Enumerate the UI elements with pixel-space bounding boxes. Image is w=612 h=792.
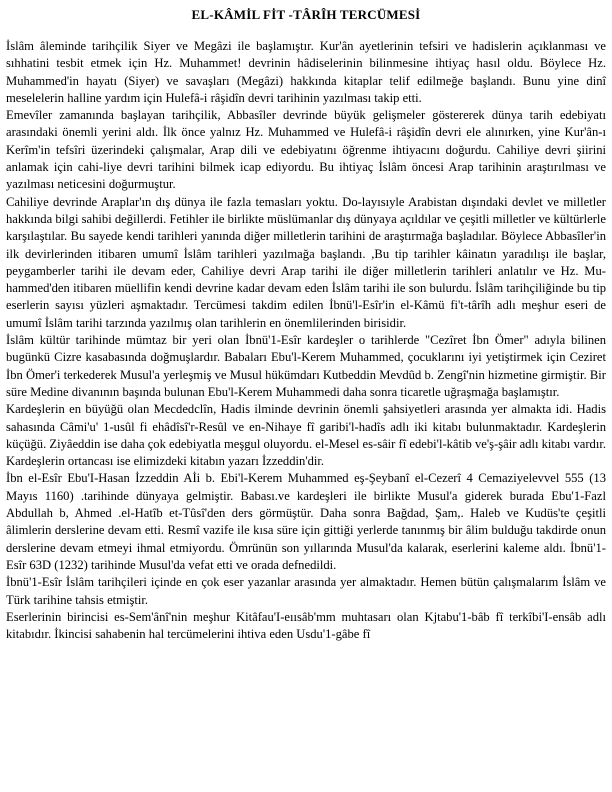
- paragraph: İbnü'1-Esîr İslâm tarihçileri içinde en çok eser yazanlar arasında yer almaktadır. Hemen bütün çalışmalarım İslâm ve Türk tarihine tahsis etmiştir.: [6, 575, 606, 607]
- paragraph: İslâm âleminde tarihçilik Siyer ve Megâzi ile başlamıştır. Kur'ân ayetlerinin tefsiri ve hadislerin açıklanması ve sıhhatini tesbit etmek için Hz. Muhammet! devrinin hâdiselerinin bilinmesine ihtiyaç hasıl oldu. Böylece Hz. Muhammed'in hayatı (Siyer) ve savaşları (Megâzi) hakkında kitaplar telif edilmeğe başlandı. Bunu yine dinî meselelerin halline yardım için Hulefâ-i râşidîn devri tarihinin yazılması takip etti.: [6, 39, 606, 105]
- paragraph: Emevîler zamanında başlayan tarihçilik, Abbasîler devrinde büyük gelişmeler göstererek dünya tarih edebiyatı arasındaki önemli yerini aldı. İlk önce yalnız Hz. Muhammed ve Hulefâ-i râşidîn devri ele alınırken, yine Kur'ân-ı Kerîm'in tefsîri üzerindeki çalışmalar, Arap dili ve edebiyatını öğrenme ihtiyacını doğurdu. Cahiliye devri şiirini anlamak için cahi-liye devri tarihini bilmek icap ediyordu. Bu ihtiyaç İslâm öncesi Arap tarihinin araştırılması ve yazılması neticesini doğurmuştur.: [6, 108, 606, 192]
- document-page: [6, 6, 606, 643]
- paragraph: İbn el-Esîr Ebu'I-Hasan İzzeddin Aİi b. Ebi'l-Kerem Muhammed eş-Şeybanî el-Cezerî 4 Cemaziyelevvel 555 (13 Mayıs 1160) .tarihinde dünyaya gelmiştir. Babası.ve kardeşleri ile birlikte Musul'a giderek burada Ebu'1-Fazl Abdullah b, Ahmed .el-Hatîb et-Tûsî'den ders görmüştür. Daha sonra Bağdad, Şam,. Haleb ve Kudüs'te çeşitli âlimlerin derslerine devam etti. Resmî vazife ile kısa süre için gittiği yerlerde tanınmış bir âlim bulduğu takdirde onun derslerine devam etmeyi ihmal etmiyordu. Ömrünün son yıllarında Musul'da kalarak, eserlerini kaleme aldı. İbnü'1-Esîr 63D (1232) tarihinde Musul'da vefat etti ve orada defnedildi.: [6, 471, 606, 572]
- document-title: EL-KÂMİL FİT -TÂRÎH TERCÜMESİ: [191, 7, 421, 22]
- paragraph: Cahiliye devrinde Araplar'ın dış dünya ile fazla temasları yoktu. Do-layısıyle Arabistan dışındaki devlet ve milletler hakkında bilgi sahibi değillerdi. Fetihler ile birlikte müslümanlar dış dünyaya açıldılar ve çeşitli milletler ve kültürlerle karşılaştılar. Bu sayede kendi tarihleri yanında diğer milletlerin tarihini de araştırmağa başladılar. Böylece Abbasîler'in ilk devirlerinden itibaren umumî İslâm tarihleri yazılmağa başlandı. ,Bu tip tarihler kâinatın yaradılışı ile başlar, peygamberler tarihi ile devam eder, Cahiliye devri Arap tarihi ile diğer milletlerin tarihleri anlatılır ve Hz. Mu-hammed'den itibaren müellifin kendi devrine kadar devam eden İslâm tarihi ile son bulurdu. İslâm tarihçiliğinde bu tip eserlerin sayısı yüzleri aşmaktadır. Tercümesi takdim edilen İbnü'l-Esîr'in el-Kâmü fi't-târîh adlı meşhur eseri de umumî İslâm tarihi tarzında yazılmış olan tarihlerin en önemlilerinden birisidir.: [6, 194, 606, 330]
- paragraph: İslâm kültür tarihinde mümtaz bir yeri olan İbnü'1-Esîr kardeşler o tarihlerde "Cezîret İbn Ömer" adıyla bilinen bugünkü Cizre kasabasında doğmuşlardır. Babaları Ebu'l-Kerem Muhammed, çocuklarını iyi yetiştirmek için Ceziret İbn Ömer'i terkederek Musul'a yerleşmiş ve Musul hükümdarı Kutbeddin Mevdûd b. Zengî'nin hizmetine girmiştir. Bir süre Medine divanının başında bulunan Ebu'l-Kerem Muhammedi daha sonra ticaretle uğraşmağa başlamıştır.: [6, 333, 606, 399]
- paragraph: Kardeşlerin en büyüğü olan Mecdedclîn, Hadis ilminde devrinin önemli şahsiyetleri arasında yer almakta idi. Hadis sahasında Câmi'u' 1-usûl fi ehâdîsî'r-Resûl ve en-Nihaye fî garibi'l-hadîs adlı iki kitabı bulunmaktadır. Kardeşlerin küçüğü. Ziyâeddin ise daha çok edebiyatla meşgul oluyordu. el-Mesel es-sâir fî edebi'l-kâtib ve'ş-şâir adlı kitabı vardır. Kardeşlerin ortancası ise elimizdeki kitabın yazarı İzzeddin'dir.: [6, 402, 606, 469]
- paragraph: Eserlerinin birincisi es-Sem'ânî'nin meşhur Kitâfau'I-eıısâb'mm muhtasarı olan Kjtabu'1-bâb fî terkîbi'I-ensâb adlı kitabıdır. İkincisi sahabenin hal tercümelerini ihtiva eden Usdu'1-gâbe fî: [6, 609, 606, 642]
